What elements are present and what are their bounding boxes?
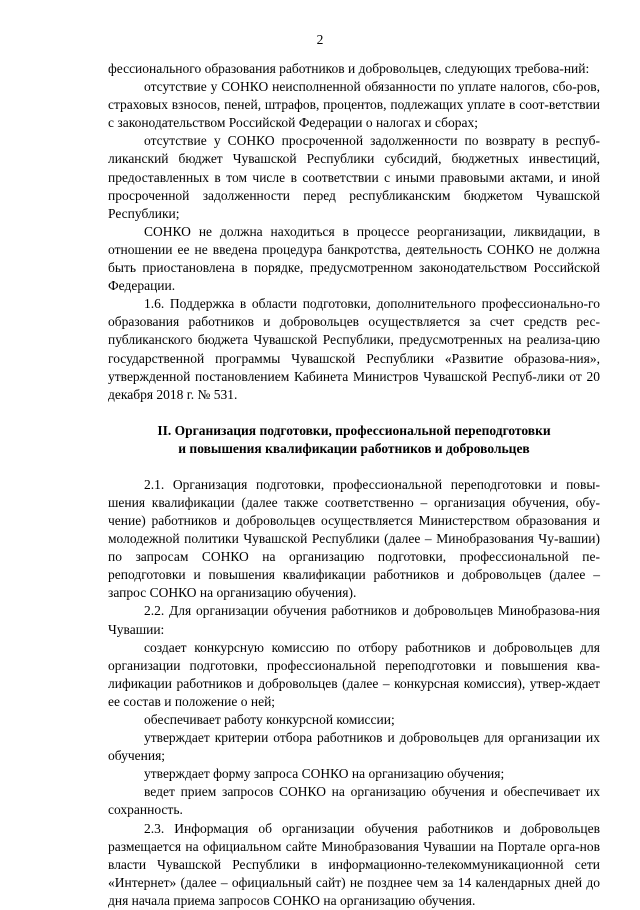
paragraph: утверждает форму запроса СОНКО на организацию обучения;: [144, 766, 505, 782]
paragraph: утверждает критерии отбора работников и добровольцев для организации их обучения;: [108, 730, 600, 764]
paragraph: 2.1. Организация подготовки, профессиональной переподготовки и повы-шения квалификации (далее также соответственно – организация обучения, обу-чение) работников и добровольцев осуществляется Министерством образования и молодежной политики Чувашской Республики (далее – Минобразования Чу-вашии) по запросам СОНКО на организацию подготовки, профессиональной пе-реподготовки и повышения квалификации работников и добровольцев (далее – запрос СОНКО на организацию обучения).: [108, 476, 600, 601]
document-body: [108, 60, 600, 910]
paragraph: 1.6. Поддержка в области подготовки, дополнительного профессионально-го образования работников и добровольцев осуществляется за счет средств рес-публиканского бюджета Чувашской Республики, предусмотренных на реализа-цию государственной программы Чувашской Республики «Развитие образова-ния», утвержденной постановлением Кабинета Министров Чувашской Респуб-лики от 20 декабря 2018 г. № 531.: [108, 296, 600, 402]
paragraph: 2.2. Для организации обучения работников и добровольцев Минобразова-ния Чувашии:: [108, 603, 600, 637]
paragraph: создает конкурсную комиссию по отбору работников и добровольцев для организации подготовки, профессиональной переподготовки и повышения ква-лификации работников и добровольцев (далее – конкурсная комиссия), утвер-ждает ее состав и положение о ней;: [108, 639, 600, 709]
paragraph: 2.3. Информация об организации обучения работников и добровольцев размещается на официальном сайте Минобразования Чувашии на Портале орга-нов власти Чувашской Республики в информационно-телекоммуникационной сети «Интернет» (далее – официальный сайт) не позднее чем за 14 календарных дней до дня начала приема запросов СОНКО на организацию обучения.: [108, 820, 600, 908]
paragraph: обеспечивает работу конкурсной комиссии;: [144, 712, 395, 727]
paragraph: ведет прием запросов СОНКО на организацию обучения и обеспечивает их сохранность.: [108, 784, 600, 818]
section-heading-line: II. Организация подготовки, профессиональной переподготовки: [157, 422, 551, 438]
page-number: 2: [316, 32, 324, 47]
section-heading-line: и повышения квалификации работников и добровольцев: [178, 441, 530, 457]
section-heading: [108, 422, 600, 459]
paragraph: отсутствие у СОНКО просроченной задолженности по возврату в респуб-ликанский бюджет Чувашской Республики субсидий, бюджетных инвестиций, предоставленных в том числе в соответствии с иными правовыми актами, и иной просроченной задолженности перед республиканским бюджетом Чувашской Республики;: [108, 133, 600, 221]
paragraph: отсутствие у СОНКО неисполненной обязанности по уплате налогов, сбо-ров, страховых взносов, пеней, штрафов, процентов, подлежащих уплате в соот-ветствии с законодательством Российской Федерации о налогах и сборах;: [108, 79, 600, 131]
paragraph: СОНКО не должна находиться в процессе реорганизации, ликвидации, в отношении ее не введена процедура банкротства, деятельность СОНКО не должна быть приостановлена в порядке, предусмотренном законодательством Российской Федерации.: [108, 223, 600, 294]
paragraph: фессионального образования работников и добровольцев, следующих требова-ний:: [108, 61, 590, 76]
